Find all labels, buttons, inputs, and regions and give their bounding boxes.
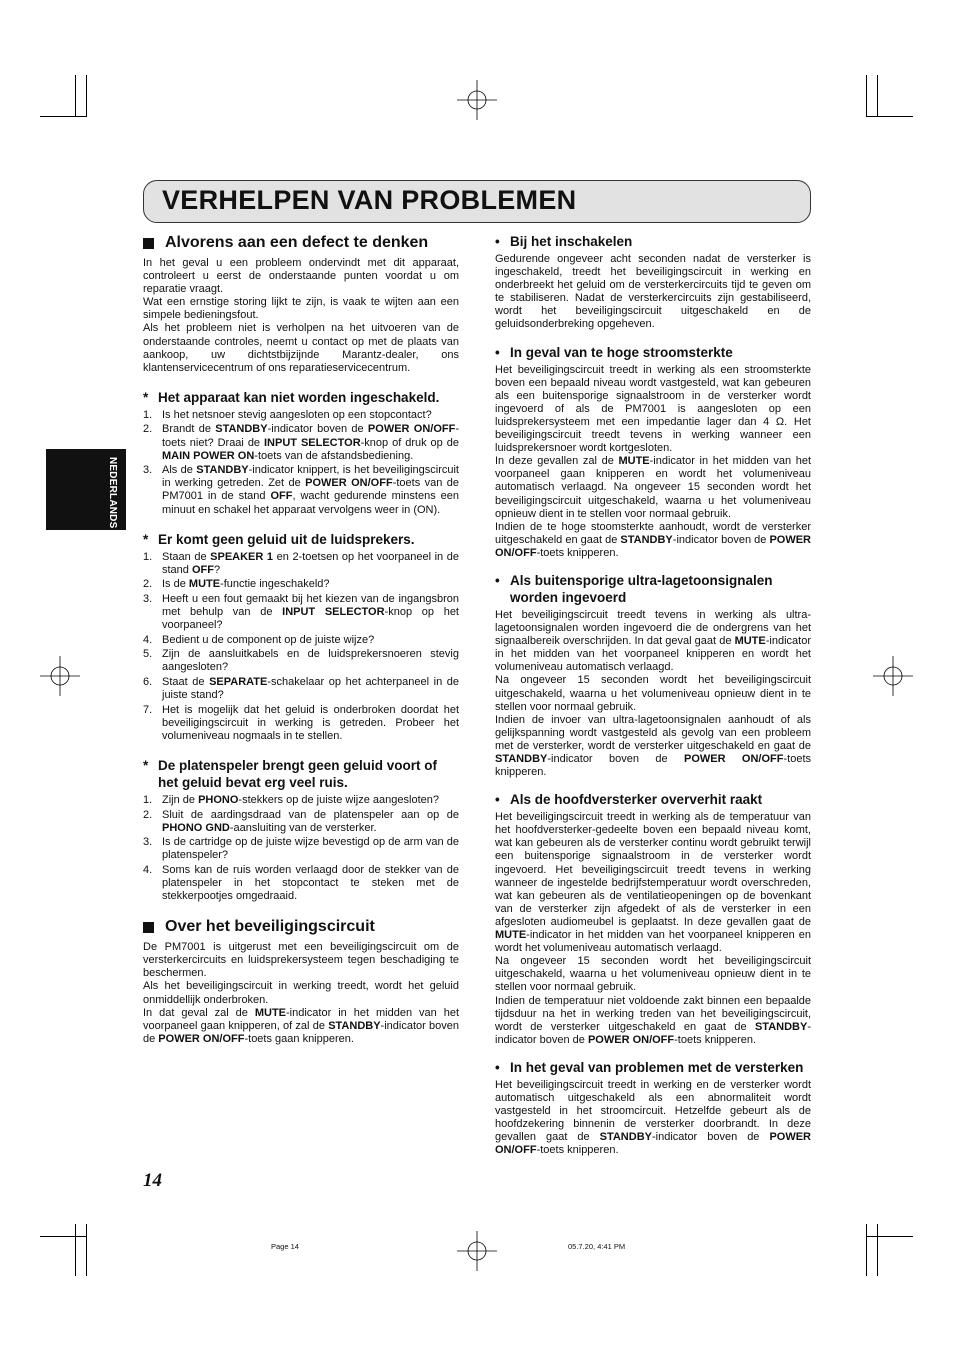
paragraph: Het beveiligingscircuit treedt in werking als de temperatuur van het hoofdversterker-gedeelte boven een bepaald niveau komt, wat kan gebeuren als de versterker continu wordt gebruikt terwijl een buitensporige signaalstroom in de versterker wordt ingevoerd. Het beveiligingscircuit treedt tevens in werking wanneer de ingestelde bedrijfstemperatuur wordt overschreden, wat kan gebeuren als de ventilatieopeningen op de bovenkant van de versterker zijn afgedekt of als de versterker in een afgesloten audiomeubel is geplaatst. In deze gevallen gaat de MUTE-indicator in het midden van het voorpaneel knipperen en wordt het volumeniveau automatisch verlaagd. — [495, 811, 811, 955]
right-column — [495, 233, 811, 1169]
right-section — [495, 572, 811, 779]
paragraph: Na ongeveer 15 seconden wordt het beveiligingscircuit uitgeschakeld, waarna u het volumeniveau opnieuw dient in te stellen voor normaal gebruik. — [495, 955, 811, 994]
paragraph: Indien de temperatuur niet voldoende zakt binnen een bepaalde tijdsduur na het in werking treden van het beveiligingscircuit, wordt de versterker uitgeschakeld en gaat de STANDBY-indicator boven de POWER ON/OFF-toets knipperen. — [495, 994, 811, 1046]
registration-mark-icon — [873, 656, 913, 696]
checklist — [143, 794, 459, 903]
square-bullet-icon — [143, 238, 154, 249]
list-item: 3. Als de STANDBY-indicator knippert, is het beveiligingscircuit in werking getreden. Zet de POWER ON/OFF-toets van de PM7001 in de stand OFF, wacht gedurende minstens een minuut en schakel het apparaat vervolgens weer in (ON). — [143, 464, 459, 516]
paragraph: In het geval u een probleem ondervindt met dit apparaat, controleert u eerst de onderstaande punten voordat u om reparatie vraagt. — [143, 257, 459, 296]
list-item: 3. Is de cartridge op de juiste wijze bevestigd op de arm van de platenspeler? — [143, 836, 459, 862]
right-section — [495, 791, 811, 1047]
crop-mark — [866, 1236, 913, 1237]
right-section — [495, 233, 811, 332]
section-heading: Alvorens aan een defect te denken — [143, 233, 459, 253]
crop-mark — [40, 116, 87, 117]
list-item: 1. Staan de SPEAKER 1 en 2-toetsen op het voorpaneel in de stand OFF? — [143, 550, 460, 576]
crop-mark — [75, 75, 76, 117]
paragraph: In dat geval zal de MUTE-indicator in het midden van het voorpaneel gaan knipperen, of zal de STANDBY-indicator boven de POWER ON/OFF-toets gaan knipperen. — [143, 1006, 459, 1045]
paragraph: Indien de te hoge stoomsterkte aanhoudt, wordt de versterker uitgeschakeld en gaat de STANDBY-indicator boven de POWER ON/OFF-toets knipperen. — [495, 520, 811, 559]
paragraph: Na ongeveer 15 seconden wordt het beveiligingscircuit uitgeschakeld, waarna u het volumeniveau opnieuw dient in te stellen voor normaal gebruik. — [495, 674, 811, 713]
crop-mark — [75, 1224, 76, 1276]
crop-mark — [866, 1224, 867, 1276]
bullet-icon: • — [495, 572, 500, 588]
paragraph: Het beveiligingscircuit treedt in werking als een stroomsterkte boven een bepaald niveau wordt vastgesteld, wat kan gebeuren als een buitensporige signaalstroom in de versterker wordt ingevoerd of als de PM7001 is aangesloten op een luidsprekersysteem met een impedantie lager dan 4 Ω. Het beveiligingscircuit treedt tevens in werking wanneer een luidsprekersnoer wordt kortgesloten. — [495, 363, 811, 455]
checklist — [143, 551, 459, 743]
list-item: 1. Zijn de PHONO-stekkers op de juiste wijze aangesloten? — [143, 793, 439, 806]
title-banner — [143, 180, 811, 223]
subheading: • Bij het inschakelen — [495, 234, 633, 249]
bullet-icon: • — [495, 792, 500, 808]
subheading: * Er komt geen geluid uit de luidsprekers. — [143, 531, 415, 547]
crop-mark — [877, 1224, 878, 1276]
subheading: * De platenspeler brengt geen geluid voort of het geluid bevat erg veel ruis. — [143, 757, 438, 790]
list-item: 1. Is het netsnoer stevig aangesloten op een stopcontact? — [143, 408, 432, 421]
crop-mark — [86, 1224, 87, 1276]
list-item: 3. Heeft u een fout gemaakt bij het kiezen van de ingangsbron met behulp van de INPUT SELECTOR-knop op het voorpaneel? — [143, 592, 459, 632]
list-item: 2. Sluit de aardingsdraad van de platenspeler aan op de PHONO GND-aansluiting van de versterker. — [143, 808, 459, 834]
crop-mark — [866, 75, 867, 117]
subheading: * Het apparaat kan niet worden ingeschakeld. — [143, 389, 440, 405]
registration-mark-icon — [457, 80, 497, 120]
crop-mark — [40, 1236, 87, 1237]
list-item: 7. Het is mogelijk dat het geluid is onderbroken doordat het beveiligingscircuit in werking is getreden. Probeer het volumeniveau nogmaals in te stellen. — [143, 703, 459, 742]
list-item: 4. Bedient u de component op de juiste wijze? — [143, 633, 375, 646]
subheading: • In geval van te hoge stroomsterkte — [495, 344, 733, 360]
list-item: 6. Staat de SEPARATE-schakelaar op het achterpaneel in de juiste stand? — [143, 675, 459, 702]
footer-page: Page 14 — [271, 1242, 299, 1251]
paragraph: Als het probleem niet is verholpen na het uitvoeren van de onderstaande controles, neemt u contact op met de plaats van aankoop, uw dichtstbijzijnde Marantz-dealer, ons klantenservicecentrum of ons reparatieservicecentrum. — [143, 322, 459, 374]
registration-mark-icon — [40, 656, 80, 696]
right-section — [495, 344, 811, 560]
left-column — [143, 233, 459, 1046]
subheading: • Als de hoofdversterker oververhit raakt — [495, 792, 763, 808]
paragraph: Het beveiligingscircuit treedt in werking en de versterker wordt automatisch uitgeschakeld als een abnormaliteit wordt vastgesteld in het stroomcircuit. Hetzelfde gebeurt als de hoofdzekering binnenin de versterker doorbrandt. In deze gevallen gaat de STANDBY-indicator boven de POWER ON/OFF-toets knipperen. — [495, 1078, 811, 1157]
crop-mark — [866, 116, 913, 117]
footer-timestamp: 05.7.20, 4:41 PM — [568, 1242, 626, 1251]
bullet-icon: • — [495, 234, 500, 249]
language-tab-label: NEDERLANDS — [107, 457, 118, 529]
list-item: 4. Soms kan de ruis worden verlaagd door de stekker van de platenspeler in het stopcontact te steken met de stekkerpootjes omgedraaid. — [143, 863, 459, 903]
checklist — [143, 409, 459, 517]
right-section — [495, 1059, 811, 1158]
crop-mark — [86, 75, 87, 117]
bullet-icon: • — [495, 1059, 500, 1075]
section-heading: Over het beveiligingscircuit — [143, 917, 459, 937]
list-item: 2. Is de MUTE-functie ingeschakeld? — [143, 578, 330, 591]
registration-mark-icon — [457, 1231, 497, 1271]
paragraph: De PM7001 is uitgerust met een beveiligingscircuit om de versterkercircuits en luidsprekersysteem tegen beschadiging te beschermen. — [143, 941, 459, 980]
square-bullet-icon — [143, 922, 154, 933]
page-number: 14 — [143, 1170, 162, 1191]
paragraph: Het beveiligingscircuit treedt tevens in werking als ultra-lagetoonsignalen worden ingevoerd die de ondergrens van het signaalbereik overschrijden. In dat geval gaat de MUTE-indicator in het midden van het voorpaneel knipperen en wordt het volumeniveau automatisch verlaagd. — [495, 608, 811, 674]
page-title: VERHELPEN VAN PROBLEMEN — [162, 185, 577, 215]
subheading: • Als buitensporige ultra-lagetoonsignalen worden ingevoerd — [495, 572, 773, 605]
list-item: 5. Zijn de aansluitkabels en de luidsprekersnoeren stevig aangesloten? — [143, 648, 459, 674]
paragraph: Gedurende ongeveer acht seconden nadat de versterker is ingeschakeld, treedt het beveiligingscircuit in werking en onderbreekt het geluid om de versterkercircuits tijd te geven om te stabiliseren. Nadat de versterkercircuits zijn gestabiliseerd, wordt het beveiligingscircuit uitgeschakeld en de geluidsonderbreking opgeheven. — [495, 253, 811, 331]
paragraph: Als het beveiligingscircuit in werking treedt, wordt het geluid onmiddellijk onderbroken. — [143, 980, 459, 1006]
crop-mark — [877, 75, 878, 117]
list-item: 2. Brandt de STANDBY-indicator boven de POWER ON/OFF-toets niet? Draai de INPUT SELECTOR-knop of druk op de MAIN POWER ON-toets van de afstandsbediening. — [143, 423, 459, 462]
subheading: • In het geval van problemen met de versterken — [495, 1059, 804, 1075]
language-tab — [46, 449, 126, 530]
bullet-icon: • — [495, 344, 500, 360]
paragraph: Wat een ernstige storing lijkt te zijn, is vaak te wijten aan een simpele bedieningsfout. — [143, 296, 459, 322]
paragraph: In deze gevallen zal de MUTE-indicator in het midden van het voorpaneel gaan knipperen en wordt het volumeniveau automatisch verlaagd. Na ongeveer 15 seconden wordt het beveiligingscircuit uitgeschakeld, waarna u het volumeniveau opnieuw dient in te stellen voor normaal gebruik. — [495, 455, 811, 520]
paragraph: Indien de invoer van ultra-lagetoonsignalen aanhoudt of als gelijkspanning wordt vastgesteld als gevolg van een probleem met de versterker, wordt de versterker uitgeschakeld en gaat de STANDBY-indicator boven de POWER ON/OFF-toets knipperen. — [495, 713, 811, 779]
